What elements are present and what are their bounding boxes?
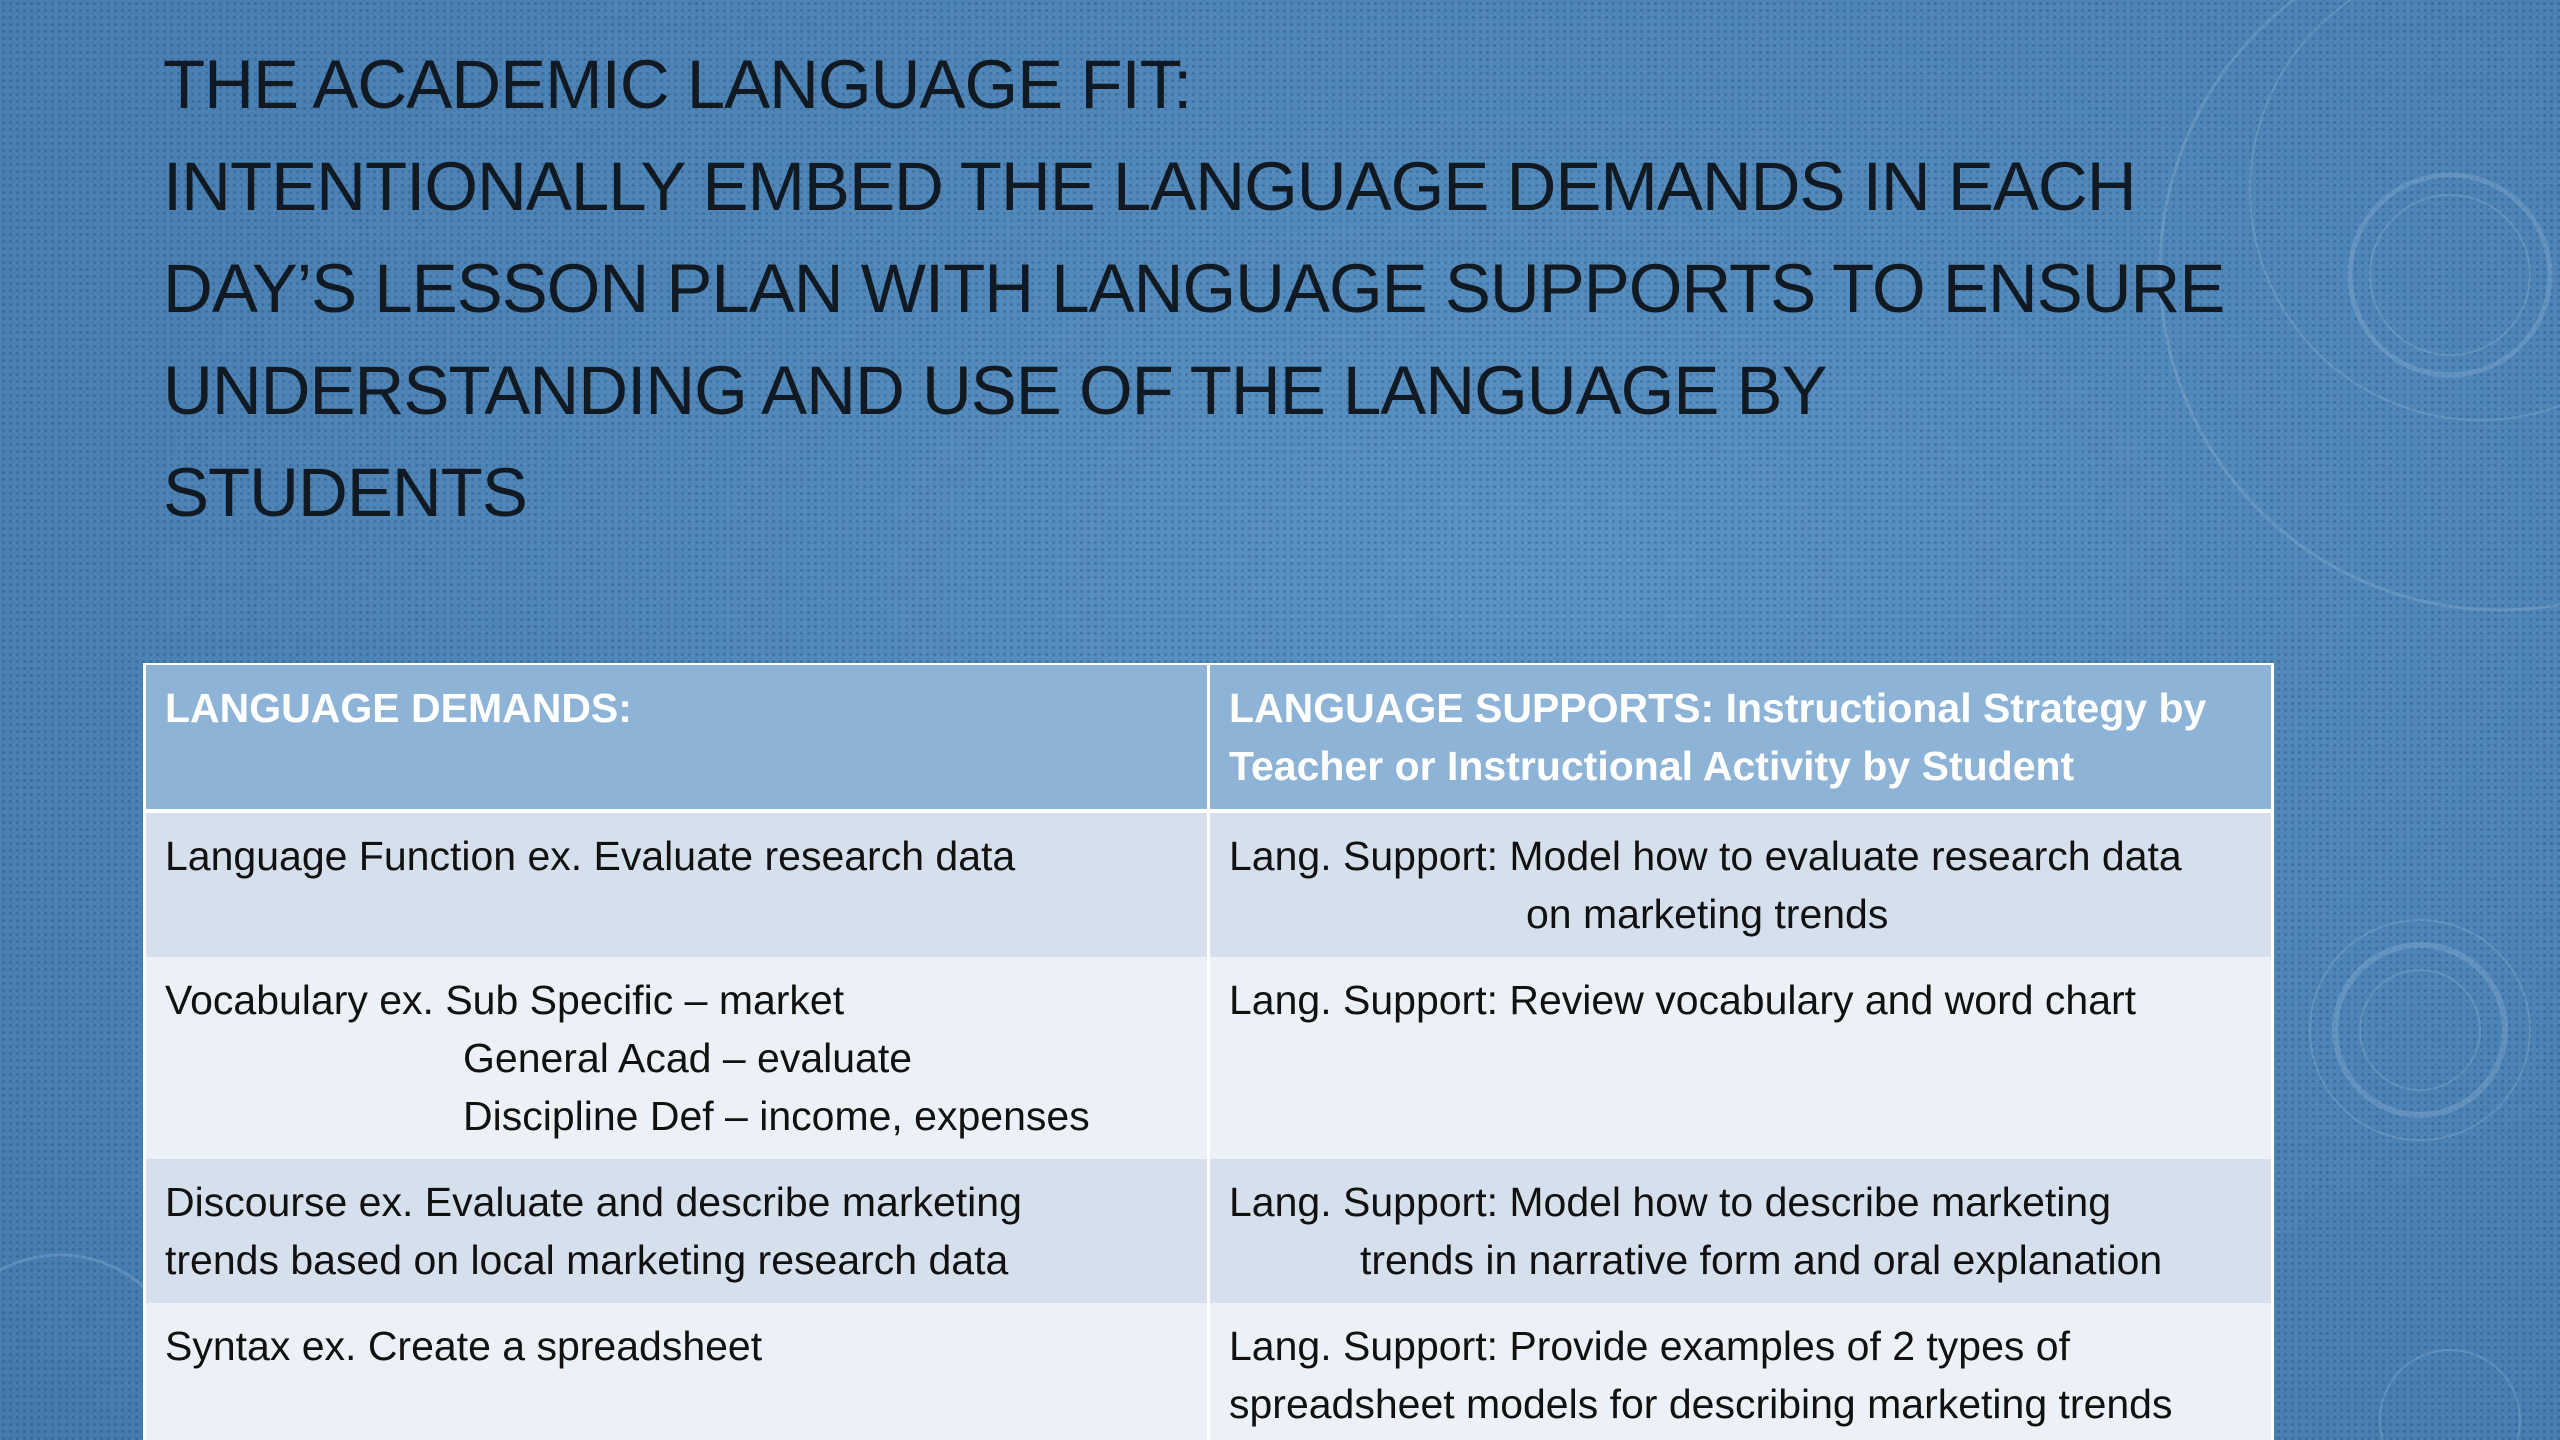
language-demands-table bbox=[143, 663, 2274, 1440]
support-cell bbox=[1209, 957, 2273, 1159]
cell-text: Lang. Support: Model how to describe marketing bbox=[1229, 1179, 2112, 1225]
cell-text: trends based on local marketing research data bbox=[165, 1237, 1009, 1283]
table-row bbox=[145, 957, 2273, 1159]
support-cell bbox=[1209, 811, 2273, 957]
demand-cell bbox=[145, 1159, 1209, 1303]
header-language-supports bbox=[1209, 664, 2273, 811]
cell-text: Lang. Support: Review vocabulary and word chart bbox=[1229, 977, 2137, 1023]
header-text: LANGUAGE DEMANDS: bbox=[165, 685, 632, 731]
title-line: UNDERSTANDING AND USE OF THE LANGUAGE BY bbox=[163, 352, 1827, 429]
header-language-demands bbox=[145, 664, 1209, 811]
title-line: THE ACADEMIC LANGUAGE FIT: bbox=[163, 46, 1192, 123]
header-text: LANGUAGE SUPPORTS: Instructional Strategy by bbox=[1229, 685, 2207, 731]
header-text: Teacher or Instructional Activity by Student bbox=[1229, 743, 2075, 789]
table-header-row bbox=[145, 664, 2273, 811]
support-cell bbox=[1209, 1303, 2273, 1440]
cell-text: Discourse ex. Evaluate and describe marketing bbox=[165, 1179, 1022, 1225]
demand-cell bbox=[145, 957, 1209, 1159]
cell-text: Lang. Support: Provide examples of 2 types of bbox=[1229, 1323, 2071, 1369]
cell-text: Vocabulary ex. Sub Specific – market bbox=[165, 977, 845, 1023]
cell-text: on marketing trends bbox=[1526, 891, 1889, 937]
cell-text: Discipline Def – income, expenses bbox=[463, 1093, 1090, 1139]
cell-text: Lang. Support: Model how to evaluate research data bbox=[1229, 833, 2182, 879]
cell-text: spreadsheet models for describing marketing trends bbox=[1229, 1381, 2173, 1427]
title-line: INTENTIONALLY EMBED THE LANGUAGE DEMANDS IN EACH bbox=[163, 148, 2136, 225]
demand-cell bbox=[145, 811, 1209, 957]
title-line: STUDENTS bbox=[163, 454, 527, 531]
cell-text: Language Function ex. Evaluate research data bbox=[165, 833, 1016, 879]
table-row bbox=[145, 1303, 2273, 1440]
cell-text: General Acad – evaluate bbox=[463, 1035, 913, 1081]
support-cell bbox=[1209, 1159, 2273, 1303]
table-row bbox=[145, 1159, 2273, 1303]
table-row bbox=[145, 811, 2273, 957]
demand-cell bbox=[145, 1303, 1209, 1440]
cell-text: Syntax ex. Create a spreadsheet bbox=[165, 1323, 763, 1369]
cell-text: trends in narrative form and oral explanation bbox=[1360, 1237, 2163, 1283]
title-line: DAY’S LESSON PLAN WITH LANGUAGE SUPPORTS TO ENSURE bbox=[163, 250, 2225, 327]
slide-title bbox=[163, 34, 2323, 544]
